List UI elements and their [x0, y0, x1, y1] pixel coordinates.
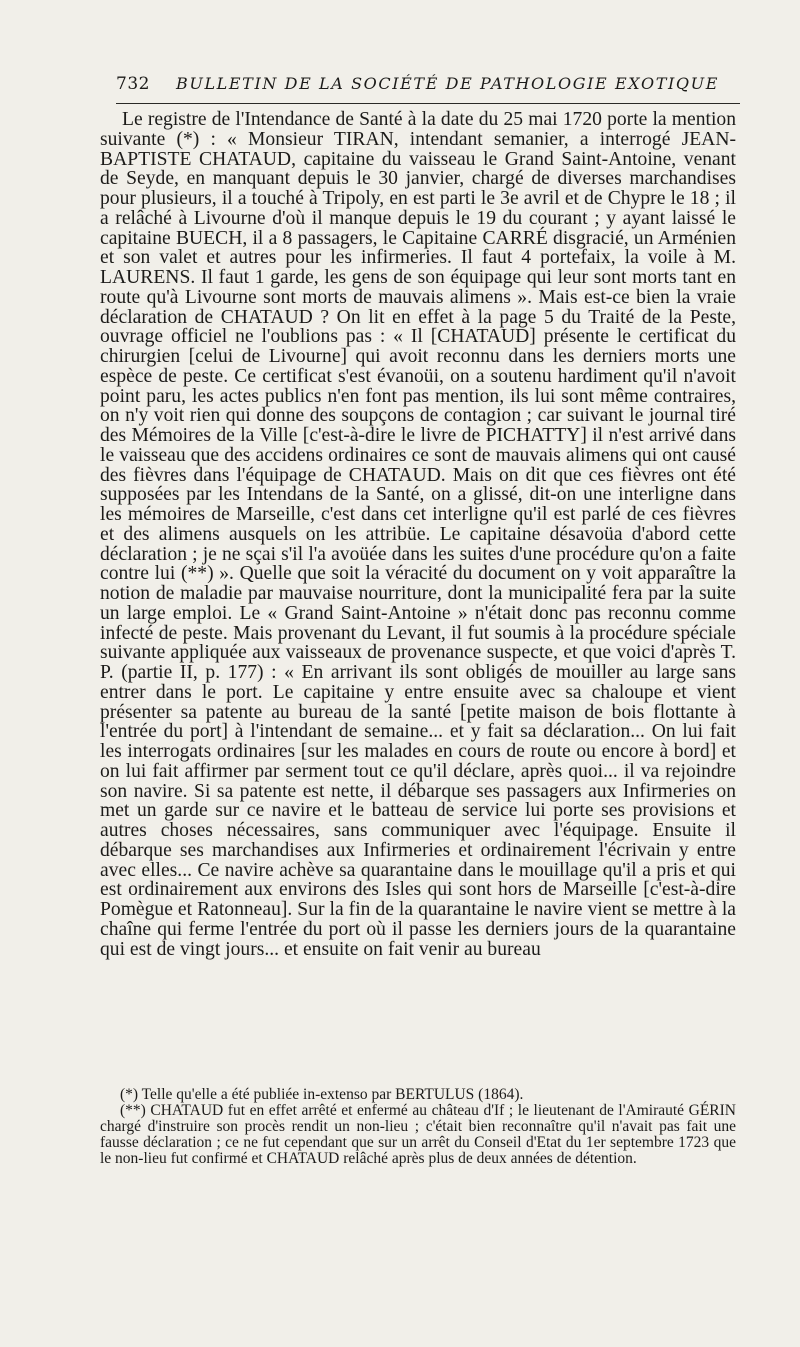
footnote-1: (*) Telle qu'elle a été publiée in-extenso par BERTULUS (1864). — [120, 1086, 524, 1103]
page-header — [116, 70, 740, 100]
running-title: BULLETIN DE LA SOCIÉTÉ DE PATHOLOGIE EXOTIQUE — [176, 74, 719, 93]
footnotes — [100, 1087, 736, 1167]
body-paragraph: Le registre de l'Intendance de Santé à la date du 25 mai 1720 porte la mention suivante (*) : « Monsieur TIRAN, intendant semanier, a interrogé JEAN-BAPTISTE CHATAUD, capitaine du vaisseau le Grand Saint-Antoine, venant de Seyde, en manquant depuis le 30 janvier, chargé de diverses marchandises pour plusieurs, il a touché à Tripoly, en est parti le 3e avril et de Chypre le 18 ; il a relâché à Livourne d'où il manque depuis le 19 du courant ; y ayant laissé le capitaine BUECH, il a 8 passagers, le Capitaine CARRÉ disgracié, un Arménien et son valet et autres pour les infirmeries. Il faut 4 portefaix, la voile à M. LAURENS. Il faut 1 garde, les gens de son équipage qui leur sont morts tant en route qu'à Livourne sont morts de mauvais alimens ». Mais est-ce bien la vraie déclaration de CHATAUD ? On lit en effet à la page 5 du Traité de la Peste, ouvrage officiel ne l'oublions pas : « Il [CHATAUD] présente le certificat du chirurgien [celui de Livourne] qui avoit reconnu dans les derniers morts une espèce de peste. Ce certificat s'est évanoüi, on a soutenu hardiment qu'il n'avoit point paru, les actes publics n'en font pas mention, ils lui sont même contraires, on n'y voit rien qui donne des soupçons de contagion ; car suivant le journal tiré des Mémoires de la Ville [c'est-à-dire le livre de PICHATTY] il n'est arrivé dans le vaisseau que des accidens ordinaires ce sont de mauvais alimens qui ont causé des fièvres dans l'équipage de CHATAUD. Mais on dit que ces fièvres ont été supposées par les Intendans de la Santé, on a glissé, dit-on une interligne dans les mémoires de Marseille, c'est dans cet interligne qu'il est parlé de ces fièvres et des alimens ausquels on les attribüe. Le capitaine désavoüa d'abord cette déclaration ; je ne sçai s'il l'a avoüée dans les suites d'une procédure qu'on a faite contre lui (**) ». Quelle que soit la véracité du document on y voit apparaître la notion de maladie par mauvaise nourriture, dont la municipalité fera par la suite un large emploi. Le « Grand Saint-Antoine » n'était donc pas reconnu comme infecté de peste. Mais provenant du Levant, il fut soumis à la procédure spéciale suivante appliquée aux vaisseaux de provenance suspecte, et que voici d'après T. P. (partie II, p. 177) : « En arrivant ils sont obligés de mouiller au large sans entrer dans le port. Le capitaine y entre ensuite avec sa chaloupe et vient présenter sa patente au bureau de la santé [petite maison de bois flottante à l'entrée du port] à l'intendant de semaine... et y fait sa déclaration... On lui fait les interrogats ordinaires [sur les malades en cours de route ou encore à bord] et on lui fait affirmer par serment tout ce qu'il déclare, après quoi... il va rejoindre son navire. Si sa patente est nette, il débarque ses passagers aux Infirmeries on met un garde sur ce navire et le batteau de service lui porte ses provisions et autres choses nécessaires, sans communiquer avec l'équipage. Ensuite il débarque ses marchandises aux Infirmeries et ordinairement l'écrivain y entre avec elles... Ce navire achève sa quarantaine dans le mouillage qu'il a pris et qui est ordinairement aux environs des Isles qui sont hors de Marseille [c'est-à-dire Pomègue et Ratonneau]. Sur la fin de la quarantaine le navire vient se mettre à la chaîne qui ferme l'entrée du port où il passe les derniers jours de la quarantaine qui est de vingt jours... et ensuite on fait venir au bureau — [100, 109, 736, 960]
header-rule — [116, 103, 740, 104]
page-number: 732 — [116, 74, 150, 94]
footnote-2: (**) CHATAUD fut en effet arrêté et enfermé au château d'If ; le lieutenant de l'Amirauté GÉRIN chargé d'instruire son procès rendit un non-lieu ; c'était bien reconnaître qu'il n'avait pas fait une fausse déclaration ; ce ne fut cependant que sur un arrêt du Conseil d'Etat du 1er septembre 1723 que le non-lieu fut confirmé et CHATAUD relâché après plus de deux années de détention. — [100, 1102, 736, 1168]
